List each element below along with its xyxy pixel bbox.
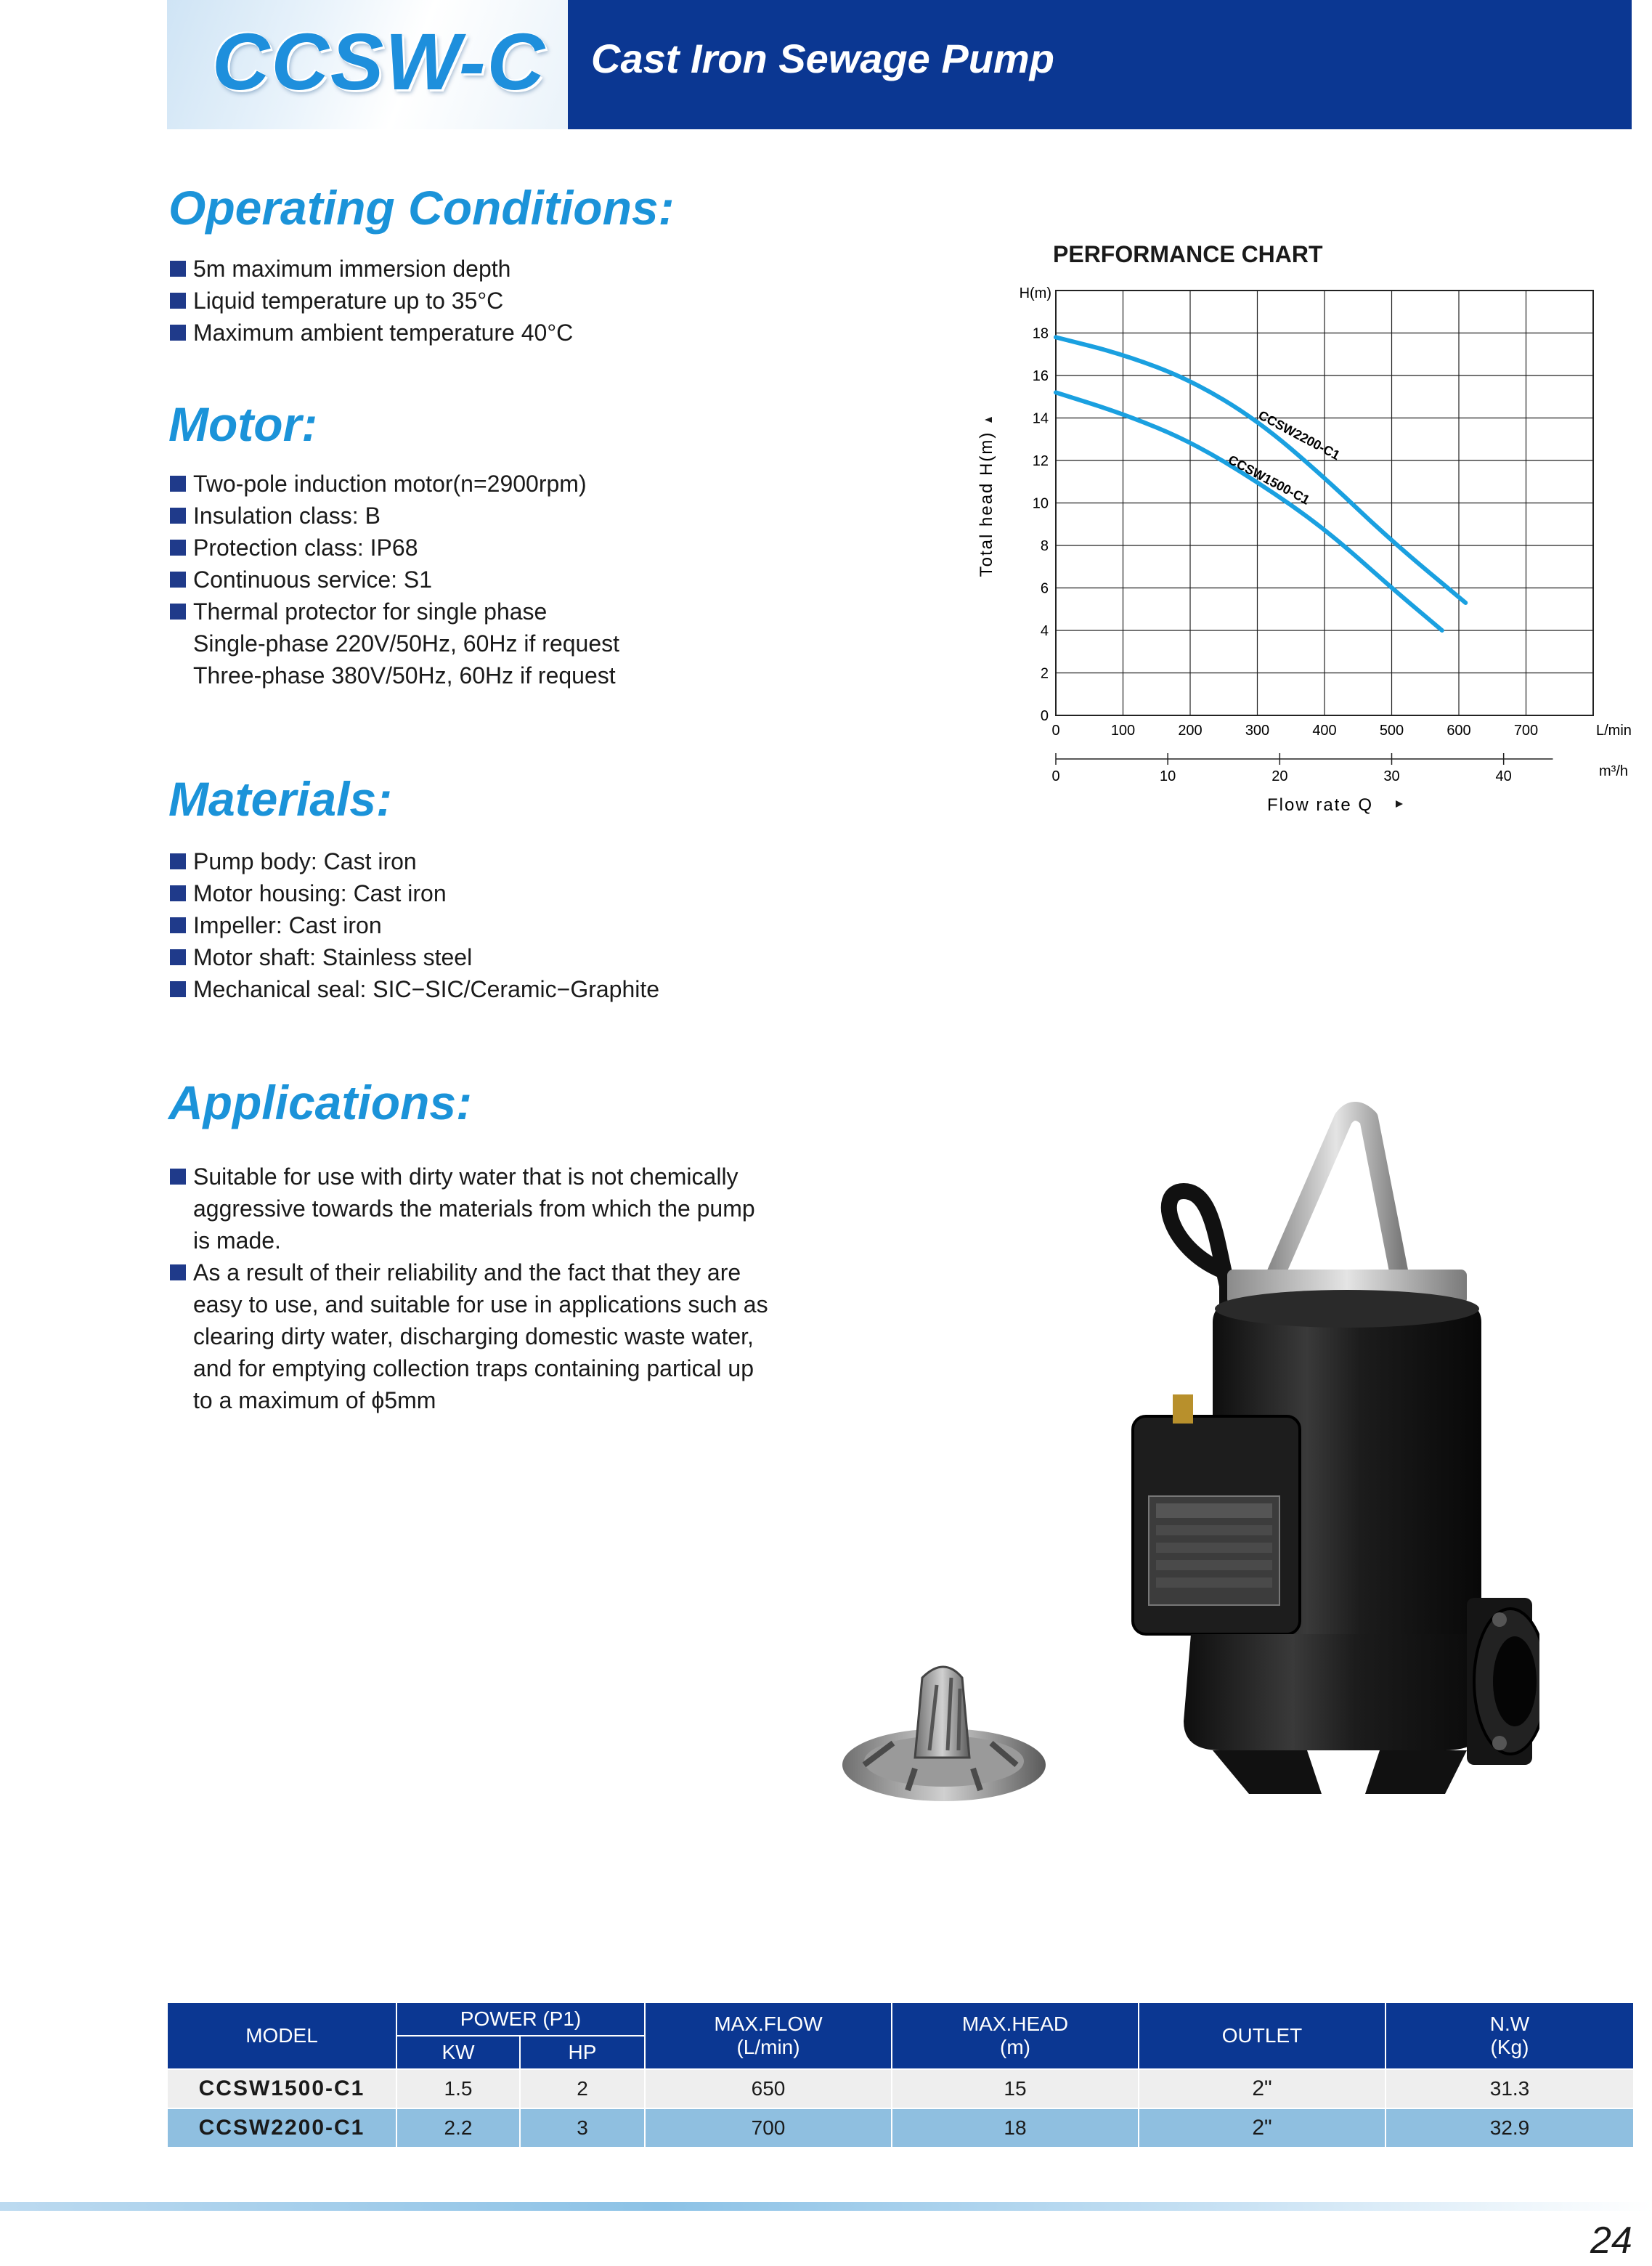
x-unit-label: L/min [1596, 723, 1632, 739]
bullet-square-icon [170, 1264, 186, 1280]
page-number: 24 [1590, 2220, 1632, 2262]
pump-product-image [1104, 1097, 1539, 1801]
bullet-square-icon [170, 508, 186, 524]
cell-flow: 650 [645, 2069, 892, 2108]
cell-outlet: 2" [1139, 2108, 1386, 2148]
chart-title: PERFORMANCE CHART [1053, 241, 1323, 267]
series-label: CCSW1500-C1 [1225, 452, 1312, 508]
bullet-square-icon [170, 885, 186, 901]
list-item: Two-pole induction motor(n=2900rpm) [168, 468, 619, 500]
x2-unit-label: m³/h [1599, 763, 1628, 779]
materials-title: Materials: [168, 772, 393, 826]
x2-tick-label: 30 [1383, 768, 1400, 784]
y-tick-label: 18 [1032, 325, 1049, 342]
cell-kw: 1.5 [396, 2069, 520, 2108]
list-item: Insulation class: B [168, 500, 619, 532]
list-item: Liquid temperature up to 35°C [168, 285, 573, 317]
table-row [167, 2069, 1634, 2108]
y-axis-arrow-icon [985, 417, 992, 423]
page-title: Cast Iron Sewage Pump [591, 36, 1054, 81]
cell-head: 18 [892, 2108, 1139, 2148]
applications-title: Applications: [168, 1076, 473, 1129]
cell-hp: 2 [520, 2069, 645, 2108]
list-item: As a result of their reliability and the fact that they are [168, 1256, 768, 1288]
impeller-image [835, 1649, 1053, 1816]
logo: CCSW-C [212, 17, 547, 107]
list-item: 5m maximum immersion depth [168, 253, 573, 285]
bullet-square-icon [170, 1169, 186, 1185]
x2-tick-label: 0 [1051, 768, 1060, 784]
list-item: Mechanical seal: SIC−SIC/Ceramic−Graphite [168, 973, 659, 1005]
series-line [1056, 392, 1442, 630]
performance-chart [966, 276, 1648, 828]
title-bar [568, 0, 1632, 129]
bullet-square-icon [170, 604, 186, 620]
x-tick-label: 400 [1312, 723, 1337, 739]
list-item: Motor housing: Cast iron [168, 877, 659, 909]
y-axis-ticks [1033, 326, 1049, 725]
x-axis-ticks [1051, 723, 1538, 739]
chart-series [1056, 337, 1465, 630]
cell-hp: 3 [520, 2108, 645, 2148]
x-tick-label: 100 [1110, 723, 1136, 739]
list-item: Impeller: Cast iron [168, 909, 659, 941]
y-tick-label: 6 [1040, 580, 1049, 597]
bullet-square-icon [170, 572, 186, 588]
header-hp: HP [520, 2036, 645, 2069]
list-item-continuation: to a maximum of ϕ5mm [193, 1387, 436, 1413]
list-item-continuation: and for emptying collection traps containing partical up [193, 1355, 754, 1381]
cell-head: 15 [892, 2069, 1139, 2108]
y-tick-label: 10 [1032, 495, 1049, 512]
chart-grid [1056, 291, 1593, 715]
motor-title: Motor: [168, 397, 318, 451]
x-tick-label: 300 [1245, 723, 1270, 739]
cell-model: CCSW1500-C1 [167, 2069, 396, 2108]
x-tick-label: 200 [1178, 723, 1203, 739]
cell-nw: 32.9 [1386, 2108, 1634, 2148]
bullet-square-icon [170, 853, 186, 869]
y-tick-label: 16 [1032, 368, 1049, 384]
list-item: Maximum ambient temperature 40°C [168, 317, 573, 349]
y-tick-label: 14 [1032, 410, 1049, 427]
cell-flow: 700 [645, 2108, 892, 2148]
list-item: Pump body: Cast iron [168, 845, 659, 877]
y-axis-label: Total head H(m) [977, 431, 996, 577]
logo-box [167, 0, 568, 129]
bullet-square-icon [170, 540, 186, 556]
bullet-square-icon [170, 293, 186, 309]
list-item-continuation: Single-phase 220V/50Hz, 60Hz if request [193, 630, 620, 657]
materials-list [168, 845, 659, 1005]
list-item: Thermal protector for single phase [168, 596, 619, 628]
applications-list [168, 1161, 768, 1416]
y-tick-label: 0 [1040, 708, 1049, 724]
y-tick-label: 4 [1040, 623, 1049, 639]
list-item-continuation: is made. [193, 1227, 281, 1254]
bullet-square-icon [170, 476, 186, 492]
operating-conditions-list [168, 253, 573, 349]
bullet-square-icon [170, 261, 186, 277]
header-model: MODEL [167, 2002, 396, 2069]
x-tick-label: 600 [1446, 723, 1471, 739]
x-tick-label: 700 [1513, 723, 1539, 739]
header-kw: KW [396, 2036, 520, 2069]
x-tick-label: 500 [1379, 723, 1404, 739]
y-tick-label: 8 [1040, 538, 1049, 554]
header-max-head: MAX.HEAD (m) [892, 2002, 1139, 2069]
operating-conditions-title: Operating Conditions: [168, 181, 675, 235]
list-item: Motor shaft: Stainless steel [168, 941, 659, 973]
table-row [167, 2108, 1634, 2148]
list-item: Suitable for use with dirty water that is not chemically [168, 1161, 768, 1193]
list-item-continuation: aggressive towards the materials from which the pump [193, 1195, 755, 1222]
motor-list [168, 468, 619, 691]
header-nw: N.W (Kg) [1386, 2002, 1634, 2069]
cell-outlet: 2" [1139, 2069, 1386, 2108]
bullet-square-icon [170, 949, 186, 965]
x2-axis-ticks [1051, 753, 1553, 784]
header-power: POWER (P1) [396, 2002, 645, 2036]
x2-tick-label: 10 [1160, 768, 1176, 784]
bullet-square-icon [170, 325, 186, 341]
spec-table [166, 2002, 1635, 2148]
footer-bar [0, 2202, 1652, 2211]
series-label: CCSW2200-C1 [1256, 407, 1343, 463]
list-item: Protection class: IP68 [168, 532, 619, 564]
list-item: Continuous service: S1 [168, 564, 619, 596]
cell-nw: 31.3 [1386, 2069, 1634, 2108]
cell-model: CCSW2200-C1 [167, 2108, 396, 2148]
x-tick-label: 0 [1051, 723, 1060, 739]
bullet-square-icon [170, 917, 186, 933]
header-max-flow: MAX.FLOW (L/min) [645, 2002, 892, 2069]
x-axis-label: Flow rate Q [1266, 795, 1374, 815]
list-item-continuation: Three-phase 380V/50Hz, 60Hz if request [193, 662, 616, 689]
x2-tick-label: 20 [1271, 768, 1288, 784]
y-unit-label: H(m) [1019, 285, 1051, 301]
bullet-square-icon [170, 981, 186, 997]
x-axis-arrow-icon [1396, 800, 1403, 808]
cell-kw: 2.2 [396, 2108, 520, 2148]
y-tick-label: 12 [1032, 453, 1049, 469]
x2-tick-label: 40 [1495, 768, 1512, 784]
y-tick-label: 2 [1040, 665, 1049, 682]
list-item-continuation: clearing dirty water, discharging domestic waste water, [193, 1323, 754, 1349]
list-item-continuation: easy to use, and suitable for use in applications such as [193, 1291, 768, 1317]
header-outlet: OUTLET [1139, 2002, 1386, 2069]
